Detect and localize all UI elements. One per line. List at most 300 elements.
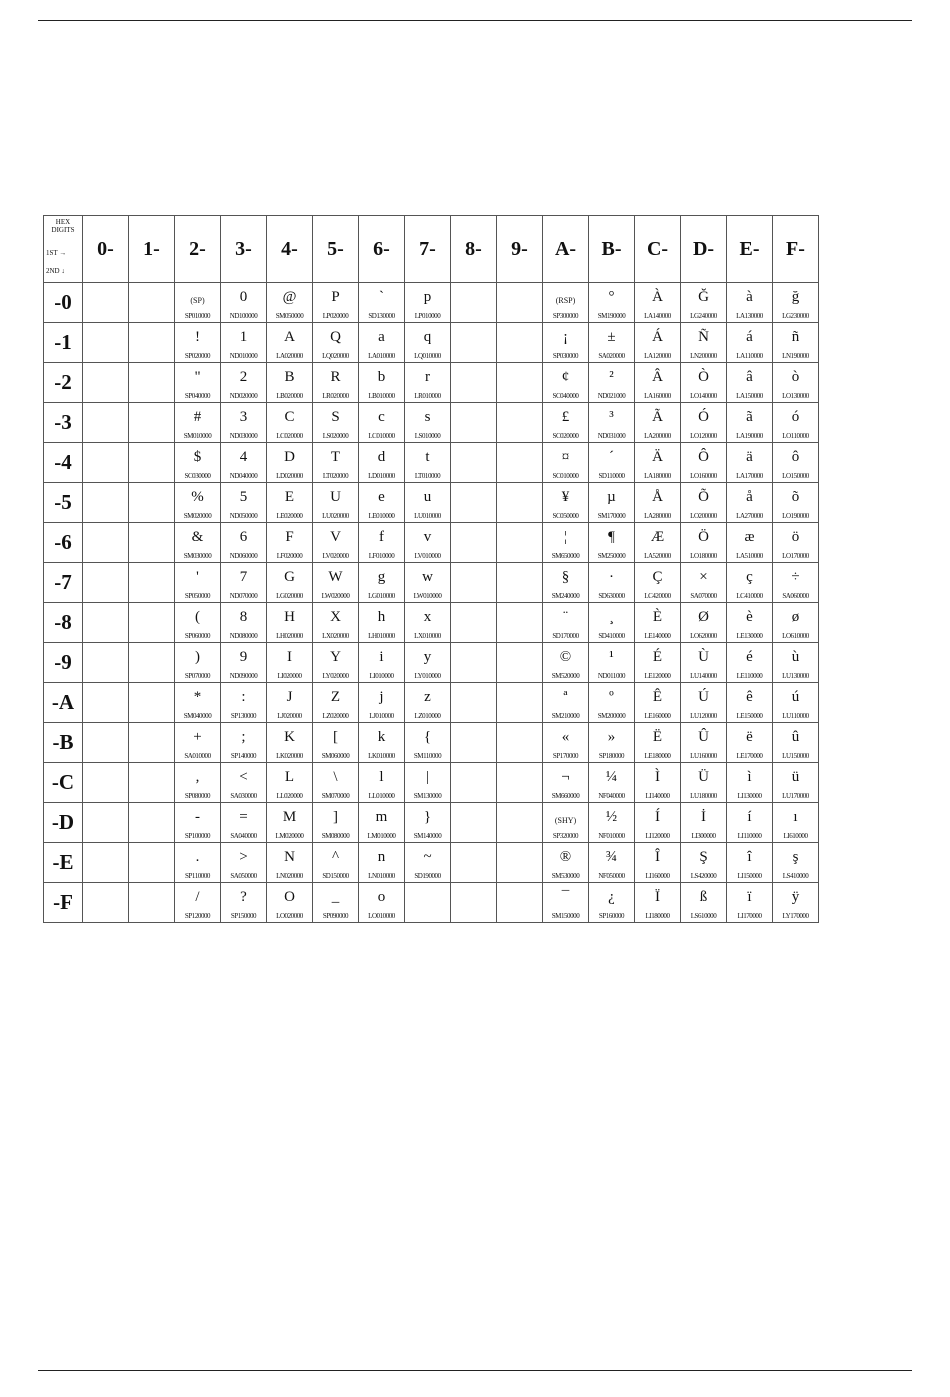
empty-cell [129, 683, 175, 723]
char-gcgid: SP300000 [552, 312, 579, 320]
char-glyph: È [652, 609, 663, 625]
char-gcgid: SD130000 [368, 312, 395, 320]
char-glyph: M [282, 809, 297, 825]
char-gcgid: LI170000 [737, 912, 762, 920]
char-gcgid: LA270000 [736, 512, 763, 520]
table-row [44, 403, 819, 443]
char-gcgid: LC410000 [736, 592, 763, 600]
char-gcgid: LX010000 [414, 632, 441, 640]
table-row [44, 843, 819, 883]
char-gcgid: LT020000 [322, 472, 349, 480]
char-cell [405, 283, 451, 323]
char-cell [773, 883, 819, 923]
empty-cell [497, 603, 543, 643]
char-cell [773, 363, 819, 403]
char-glyph: æ [744, 529, 755, 545]
char-gcgid: SP080000 [184, 792, 211, 800]
char-cell [635, 843, 681, 883]
char-cell [175, 883, 221, 923]
char-gcgid: LA120000 [644, 352, 671, 360]
char-glyph: Æ [650, 529, 665, 545]
char-gcgid: SC030000 [184, 472, 211, 480]
char-glyph: ¨ [563, 609, 568, 625]
empty-cell [451, 723, 497, 763]
char-cell [359, 363, 405, 403]
char-gcgid: LA150000 [736, 392, 763, 400]
char-gcgid: SD630000 [598, 592, 625, 600]
char-cell [313, 523, 359, 563]
char-gcgid: LI610000 [783, 832, 808, 840]
empty-cell [451, 283, 497, 323]
char-gcgid: LX020000 [322, 632, 349, 640]
char-glyph: B [284, 369, 295, 385]
char-glyph: O [284, 889, 295, 905]
char-glyph: Ù [698, 649, 709, 665]
char-glyph: y [423, 649, 432, 665]
char-cell [589, 883, 635, 923]
char-cell [175, 323, 221, 363]
empty-cell [451, 443, 497, 483]
char-gcgid: LS010000 [414, 432, 441, 440]
char-gcgid: LU160000 [690, 752, 717, 760]
char-gcgid: SM200000 [597, 712, 626, 720]
char-cell [773, 643, 819, 683]
char-gcgid: LI020000 [277, 672, 302, 680]
empty-cell [83, 763, 129, 803]
char-glyph: µ [607, 489, 616, 505]
empty-cell [497, 323, 543, 363]
char-gcgid: SA040000 [230, 832, 257, 840]
char-gcgid: SP070000 [184, 672, 211, 680]
char-glyph: ¾ [605, 849, 618, 865]
char-cell [405, 843, 451, 883]
char-cell [405, 523, 451, 563]
char-cell [221, 323, 267, 363]
char-cell [543, 563, 589, 603]
char-glyph: ¶ [608, 529, 615, 545]
char-glyph: Û [698, 729, 709, 745]
char-glyph: o [377, 889, 386, 905]
char-cell [543, 483, 589, 523]
char-glyph: . [195, 849, 200, 865]
char-glyph: (SP) [190, 296, 205, 305]
char-glyph: ã [746, 409, 753, 425]
char-glyph: [ [333, 729, 338, 745]
table-row [44, 603, 819, 643]
char-glyph: ¼ [605, 769, 618, 785]
char-cell [635, 723, 681, 763]
char-cell [543, 803, 589, 843]
char-glyph: G [284, 569, 295, 585]
char-cell [727, 603, 773, 643]
char-gcgid: LO190000 [782, 512, 809, 520]
row-header: -6 [44, 523, 83, 563]
char-gcgid: LY010000 [414, 672, 441, 680]
char-gcgid: LU140000 [690, 672, 717, 680]
char-cell [543, 763, 589, 803]
empty-cell [129, 323, 175, 363]
char-glyph: + [193, 729, 202, 745]
char-cell [267, 523, 313, 563]
char-glyph: É [652, 649, 663, 665]
empty-cell [497, 403, 543, 443]
char-cell [635, 363, 681, 403]
char-gcgid: LI300000 [691, 832, 716, 840]
char-glyph: ¯ [561, 889, 570, 905]
char-glyph: à [746, 289, 753, 305]
char-glyph: x [423, 609, 432, 625]
char-glyph: Ú [698, 689, 709, 705]
char-cell [681, 523, 727, 563]
char-glyph: n [377, 849, 386, 865]
char-cell [773, 683, 819, 723]
char-gcgid: LZ020000 [322, 712, 349, 720]
char-cell [635, 603, 681, 643]
table-row [44, 283, 819, 323]
char-glyph: p [423, 289, 432, 305]
empty-cell [497, 643, 543, 683]
char-glyph: ° [608, 289, 615, 305]
char-gcgid: LC020000 [276, 432, 303, 440]
char-glyph: ¬ [561, 769, 570, 785]
column-header: 9- [497, 216, 543, 283]
char-glyph: ß [699, 889, 708, 905]
char-cell [359, 683, 405, 723]
char-gcgid: LM010000 [367, 832, 396, 840]
char-gcgid: LA280000 [644, 512, 671, 520]
char-cell [313, 563, 359, 603]
char-glyph: 6 [239, 529, 248, 545]
top-rule [38, 20, 912, 21]
char-gcgid: LI150000 [737, 872, 762, 880]
char-gcgid: LJ010000 [369, 712, 394, 720]
empty-cell [83, 643, 129, 683]
char-gcgid: LO620000 [690, 632, 717, 640]
char-cell [359, 883, 405, 923]
char-glyph: _ [331, 889, 340, 905]
char-cell [543, 723, 589, 763]
char-gcgid: LU110000 [782, 712, 809, 720]
char-glyph: ı [793, 809, 798, 825]
char-gcgid: SP140000 [230, 752, 257, 760]
char-glyph: ö [791, 529, 800, 545]
char-glyph: 8 [239, 609, 248, 625]
char-gcgid: SD410000 [598, 632, 625, 640]
row-header: -8 [44, 603, 83, 643]
char-glyph: è [746, 609, 753, 625]
row-header: -B [44, 723, 83, 763]
char-glyph: × [699, 569, 708, 585]
table-row [44, 683, 819, 723]
char-cell [359, 283, 405, 323]
empty-cell [129, 403, 175, 443]
char-cell [727, 483, 773, 523]
char-glyph: İ [701, 809, 706, 825]
char-gcgid: LO610000 [782, 632, 809, 640]
char-gcgid: SC040000 [552, 392, 579, 400]
char-glyph: § [561, 569, 570, 585]
char-glyph: ê [746, 689, 753, 705]
char-cell [543, 883, 589, 923]
char-gcgid: LA170000 [736, 472, 763, 480]
char-cell [543, 283, 589, 323]
char-glyph: ( [195, 609, 200, 625]
empty-cell [451, 523, 497, 563]
char-glyph: å [746, 489, 753, 505]
char-gcgid: LL020000 [276, 792, 303, 800]
char-cell [313, 363, 359, 403]
char-cell [221, 883, 267, 923]
char-glyph: w [422, 569, 433, 585]
char-cell [589, 723, 635, 763]
char-glyph: ¿ [608, 889, 615, 905]
char-gcgid: LU120000 [690, 712, 717, 720]
char-cell [681, 443, 727, 483]
char-glyph: D [284, 449, 295, 465]
char-gcgid: LE020000 [276, 512, 303, 520]
char-glyph: º [609, 689, 614, 705]
char-cell [221, 363, 267, 403]
char-gcgid: LG230000 [782, 312, 809, 320]
char-cell [405, 603, 451, 643]
char-glyph: / [195, 889, 200, 905]
char-glyph: Ò [698, 369, 709, 385]
char-cell [405, 443, 451, 483]
char-glyph: (RSP) [555, 296, 576, 305]
empty-cell [451, 323, 497, 363]
char-cell [267, 483, 313, 523]
column-header: 6- [359, 216, 405, 283]
char-gcgid: LI130000 [737, 792, 762, 800]
char-gcgid: SP040000 [184, 392, 211, 400]
char-cell [681, 403, 727, 443]
char-cell [635, 883, 681, 923]
char-glyph: ë [746, 729, 753, 745]
char-gcgid: SM240000 [551, 592, 580, 600]
char-glyph: , [195, 769, 200, 785]
char-glyph: = [239, 809, 248, 825]
char-cell [773, 403, 819, 443]
char-gcgid: NF010000 [598, 832, 625, 840]
char-cell [773, 483, 819, 523]
bottom-rule [38, 1370, 912, 1371]
char-glyph: » [607, 729, 616, 745]
char-gcgid: LH020000 [276, 632, 303, 640]
char-gcgid: LY170000 [782, 912, 809, 920]
char-cell [267, 803, 313, 843]
char-glyph: £ [561, 409, 570, 425]
char-cell [589, 363, 635, 403]
char-gcgid: LU170000 [782, 792, 809, 800]
char-gcgid: LU150000 [782, 752, 809, 760]
empty-cell [451, 763, 497, 803]
column-header: 5- [313, 216, 359, 283]
char-glyph: g [377, 569, 386, 585]
char-glyph: 4 [239, 449, 248, 465]
row-header: -5 [44, 483, 83, 523]
empty-cell [129, 363, 175, 403]
char-glyph: Q [330, 329, 341, 345]
char-cell [359, 843, 405, 883]
char-gcgid: ND031000 [597, 432, 626, 440]
char-gcgid: SP020000 [184, 352, 211, 360]
char-gcgid: SM020000 [183, 512, 212, 520]
char-gcgid: LV020000 [322, 552, 349, 560]
char-gcgid: LE150000 [736, 712, 763, 720]
char-cell [681, 803, 727, 843]
empty-cell [451, 603, 497, 643]
char-cell [681, 843, 727, 883]
char-cell [543, 363, 589, 403]
char-glyph: « [561, 729, 570, 745]
char-gcgid: LF010000 [368, 552, 395, 560]
empty-cell [451, 883, 497, 923]
empty-cell [83, 563, 129, 603]
column-header: 3- [221, 216, 267, 283]
char-glyph: õ [791, 489, 800, 505]
char-gcgid: LC010000 [368, 432, 395, 440]
char-cell [175, 643, 221, 683]
char-gcgid: LD020000 [276, 472, 303, 480]
char-gcgid: SM650000 [551, 552, 580, 560]
char-glyph: 9 [239, 649, 248, 665]
char-glyph: ì [747, 769, 752, 785]
char-gcgid: LO140000 [690, 392, 717, 400]
char-cell [543, 403, 589, 443]
char-glyph: © [559, 649, 572, 665]
empty-cell [83, 443, 129, 483]
char-cell [635, 283, 681, 323]
char-cell [543, 683, 589, 723]
row-header: -C [44, 763, 83, 803]
char-gcgid: ND021000 [597, 392, 626, 400]
char-glyph: # [193, 409, 202, 425]
char-glyph: m [375, 809, 388, 825]
empty-cell [497, 283, 543, 323]
char-cell [589, 763, 635, 803]
empty-cell [497, 683, 543, 723]
char-glyph: · [609, 569, 614, 585]
char-glyph: ] [333, 809, 338, 825]
char-gcgid: LK020000 [276, 752, 303, 760]
char-glyph: ® [559, 849, 572, 865]
char-gcgid: LI110000 [737, 832, 762, 840]
char-gcgid: LO020000 [276, 912, 303, 920]
char-gcgid: SM060000 [321, 752, 350, 760]
char-cell [681, 563, 727, 603]
empty-cell [497, 843, 543, 883]
char-gcgid: LR010000 [414, 392, 441, 400]
char-cell [773, 723, 819, 763]
empty-cell [497, 723, 543, 763]
char-cell [221, 643, 267, 683]
char-cell [727, 643, 773, 683]
char-gcgid: ND020000 [229, 392, 258, 400]
char-cell [175, 723, 221, 763]
char-glyph: b [377, 369, 386, 385]
char-gcgid: SM080000 [321, 832, 350, 840]
char-cell [267, 723, 313, 763]
char-glyph: Õ [698, 489, 709, 505]
char-gcgid: SA030000 [230, 792, 257, 800]
char-gcgid: SM150000 [551, 912, 580, 920]
char-gcgid: LM020000 [275, 832, 304, 840]
char-cell [359, 563, 405, 603]
char-cell [313, 403, 359, 443]
char-glyph: ¥ [561, 489, 570, 505]
char-gcgid: LQ010000 [414, 352, 441, 360]
char-cell [589, 443, 635, 483]
char-gcgid: SA050000 [230, 872, 257, 880]
column-header: E- [727, 216, 773, 283]
char-glyph: H [284, 609, 295, 625]
table-row [44, 883, 819, 923]
char-glyph: I [287, 649, 292, 665]
char-cell [727, 443, 773, 483]
char-cell [681, 683, 727, 723]
char-cell [589, 523, 635, 563]
char-cell [589, 483, 635, 523]
row-header: -E [44, 843, 83, 883]
column-header: 1- [129, 216, 175, 283]
char-glyph: \ [333, 769, 338, 785]
empty-cell [129, 523, 175, 563]
char-cell [405, 483, 451, 523]
table-row [44, 443, 819, 483]
char-cell [405, 723, 451, 763]
empty-cell [129, 603, 175, 643]
char-cell [589, 603, 635, 643]
table-row [44, 363, 819, 403]
char-cell [175, 523, 221, 563]
char-cell [313, 723, 359, 763]
char-cell [635, 563, 681, 603]
char-cell [359, 803, 405, 843]
empty-cell [83, 843, 129, 883]
char-glyph: F [285, 529, 294, 545]
char-gcgid: SM660000 [551, 792, 580, 800]
char-cell [313, 883, 359, 923]
char-cell [313, 603, 359, 643]
char-gcgid: LY020000 [322, 672, 349, 680]
char-cell [175, 363, 221, 403]
char-cell [313, 283, 359, 323]
char-glyph: " [194, 369, 201, 385]
char-cell [727, 763, 773, 803]
char-cell [635, 403, 681, 443]
char-gcgid: LN020000 [276, 872, 303, 880]
char-cell [589, 683, 635, 723]
char-cell [773, 763, 819, 803]
row-header: -3 [44, 403, 83, 443]
char-glyph: V [330, 529, 341, 545]
char-glyph: ` [379, 289, 384, 305]
empty-cell [129, 723, 175, 763]
char-glyph: & [191, 529, 204, 545]
char-glyph: N [284, 849, 295, 865]
char-cell [221, 483, 267, 523]
char-gcgid: SC050000 [552, 512, 579, 520]
char-gcgid: SM520000 [551, 672, 580, 680]
char-gcgid: LJ020000 [277, 712, 302, 720]
char-gcgid: LW010000 [413, 592, 442, 600]
char-cell [635, 323, 681, 363]
char-glyph: R [330, 369, 341, 385]
empty-cell [83, 363, 129, 403]
char-gcgid: SA020000 [598, 352, 625, 360]
char-glyph: Ç [652, 569, 663, 585]
char-gcgid: LP010000 [414, 312, 441, 320]
